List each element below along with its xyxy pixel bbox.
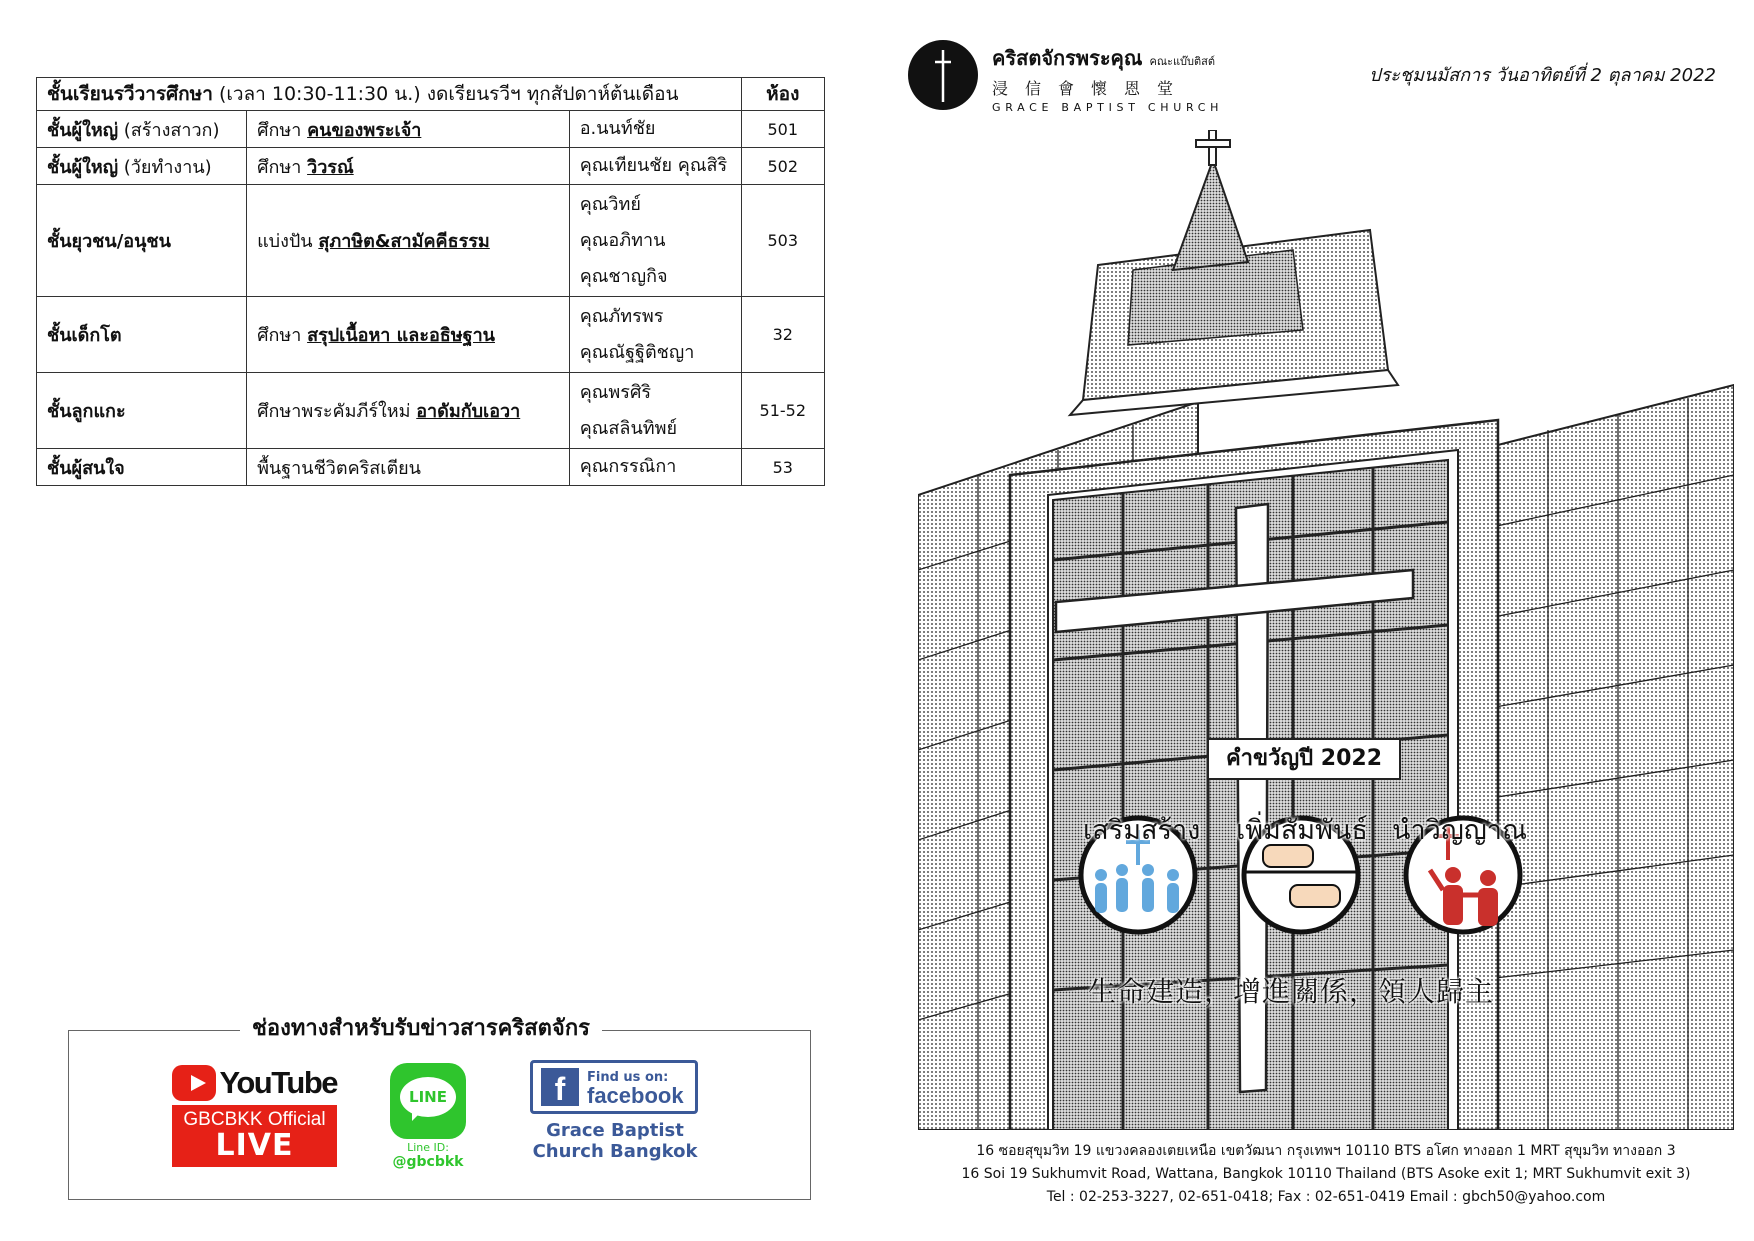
topic-title: วิวรณ์ <box>307 156 354 178</box>
facebook-page-badge[interactable] <box>530 1060 700 1162</box>
address-thai: 16 ซอยสุขุมวิท 19 แขวงคลองเตยเหนือ เขตวัฒนา กรุงเทพฯ 10110 BTS อโศก ทางออก 1 MRT สุขุมวิท ทางออก 3 <box>976 1143 1676 1159</box>
class-name-cell <box>37 111 247 148</box>
line-account-badge[interactable] <box>388 1063 468 1170</box>
youtube-channel-badge[interactable] <box>172 1063 337 1167</box>
teacher-name: คุณชาญกิจ <box>579 265 668 287</box>
topic-title: สรุปเนื้อหา และอธิษฐาน <box>307 325 495 346</box>
line-id-label: Line ID: <box>407 1141 449 1154</box>
teacher-name: คุณสลินทิพย์ <box>579 417 678 439</box>
class-note: (สร้างสาวก) <box>118 119 220 141</box>
motto-chinese: 生命建造，增進關係，領人歸主 <box>1088 975 1495 1008</box>
topic-title: คนของพระเจ้า <box>307 119 422 141</box>
teacher-name: คุณภัทรพร <box>579 305 664 327</box>
class-note: (วัยทำงาน) <box>118 156 212 178</box>
room-header: ห้อง <box>741 78 824 111</box>
table-row <box>37 111 825 148</box>
contact-line: Tel : 02-253-3227, 02-651-0418; Fax : 02-651-0419 Email : gbch50@yahoo.com <box>1046 1189 1606 1205</box>
facebook-wordmark: facebook <box>587 1083 684 1108</box>
motto-word-relationship: เพิ่มสัมพันธ์ <box>1236 815 1368 846</box>
table-row <box>37 373 825 449</box>
class-name: ชั้นยุวชน/อนุชน <box>47 231 171 252</box>
class-name: ชั้นลูกแกะ <box>47 401 126 422</box>
facebook-page-name-line2: Church Bangkok <box>532 1141 698 1162</box>
teacher-name: อ.นนท์ชัย <box>579 118 656 139</box>
topic-prefix: ศึกษา <box>257 119 308 141</box>
room-number: 501 <box>741 111 824 148</box>
social-channels-title: ช่องทางสำหรับรับข่าวสารคริสตจักร <box>240 1010 602 1045</box>
topic-cell <box>247 185 570 297</box>
facebook-find-label: Find us on: <box>587 1070 669 1085</box>
topic-prefix: แบ่งปัน <box>257 231 319 252</box>
schedule-header-title: ชั้นเรียนรวีวารศึกษา <box>47 83 213 105</box>
teachers-cell <box>569 148 741 185</box>
topic-cell <box>247 297 570 373</box>
room-number: 32 <box>741 297 824 373</box>
class-name: ชั้นเด็กโต <box>47 325 122 346</box>
teacher-name: คุณพรศิริ <box>579 381 652 403</box>
church-name-thai: คริสตจักรพระคุณ <box>992 46 1143 70</box>
class-name: ชั้นผู้ใหญ่ <box>47 119 119 141</box>
church-logo-icon <box>908 40 978 110</box>
schedule-body <box>37 111 825 486</box>
address-english: 16 Soi 19 Sukhumvit Road, Wattana, Bangkok 10110 Thailand (BTS Asoke exit 1; MRT Sukhumvit exit 3) <box>961 1166 1691 1182</box>
teacher-name: คุณวิทย์ <box>579 193 641 215</box>
room-number: 503 <box>741 185 824 297</box>
line-handle: @gbcbkk <box>392 1154 464 1170</box>
line-logo-text: LINE <box>409 1088 447 1106</box>
topic-cell <box>247 373 570 449</box>
motto-title: คำขวัญปี 2022 <box>1207 738 1401 780</box>
class-name-cell <box>37 373 247 449</box>
facebook-f-icon: f <box>541 1068 579 1106</box>
class-name-cell <box>37 148 247 185</box>
class-name-cell <box>37 297 247 373</box>
room-number: 51-52 <box>741 373 824 449</box>
table-row <box>37 297 825 373</box>
teachers-cell <box>569 449 741 486</box>
table-row <box>37 148 825 185</box>
room-number: 502 <box>741 148 824 185</box>
teachers-cell <box>569 297 741 373</box>
teacher-name: คุณณัฐฐิติชญา <box>579 341 695 363</box>
topic-prefix: พื้นฐานชีวิตคริสเตียน <box>257 457 421 479</box>
schedule-header <box>37 78 742 111</box>
class-name-cell <box>37 185 247 297</box>
teachers-cell <box>569 111 741 148</box>
class-name: ชั้นผู้สนใจ <box>47 457 125 479</box>
class-schedule-table <box>36 77 825 486</box>
teacher-name: คุณเทียนชัย คุณสิริ <box>579 155 728 176</box>
motto-word-build: เสริมสร้าง <box>1083 815 1201 846</box>
room-number: 53 <box>741 449 824 486</box>
topic-prefix: ศึกษา <box>257 325 308 346</box>
topic-cell <box>247 111 570 148</box>
church-address-footer <box>918 1140 1734 1209</box>
teacher-name: คุณกรรณิกา <box>579 456 677 477</box>
service-date: ประชุมนมัสการ วันอาทิตย์ที่ 2 ตุลาคม 2022 <box>1369 65 1716 86</box>
topic-cell <box>247 449 570 486</box>
topic-title: อาดัมกับเอวา <box>416 401 521 422</box>
motto-word-evangelism: นำวิญญาณ <box>1392 815 1527 846</box>
youtube-play-icon <box>172 1065 216 1101</box>
class-name: ชั้นผู้ใหญ่ <box>47 156 119 178</box>
topic-prefix: ศึกษา <box>257 156 308 178</box>
teachers-cell <box>569 373 741 449</box>
table-row <box>37 449 825 486</box>
table-header-row <box>37 78 825 111</box>
topic-cell <box>247 148 570 185</box>
church-name-block <box>992 42 1223 114</box>
topic-title: สุภาษิต&สามัคคีธรรม <box>318 231 490 252</box>
church-denomination-thai: คณะแบ๊บติสต์ <box>1149 55 1215 68</box>
teacher-name: คุณอภิทาน <box>579 229 666 251</box>
facebook-page-name-line1: Grace Baptist <box>546 1120 684 1141</box>
youtube-channel-name: GBCBKK Official <box>183 1109 326 1130</box>
class-name-cell <box>37 449 247 486</box>
youtube-live-label: LIVE <box>215 1128 294 1163</box>
teachers-cell <box>569 185 741 297</box>
youtube-wordmark: YouTube <box>219 1065 337 1100</box>
church-name-chinese: 浸信會懷恩堂 <box>992 79 1191 98</box>
table-row <box>37 185 825 297</box>
topic-prefix: ศึกษาพระคัมภีร์ใหม่ <box>257 401 417 422</box>
line-app-icon <box>390 1063 466 1139</box>
schedule-header-note: (เวลา 10:30-11:30 น.) งดเรียนรวีฯ ทุกสัปดาห์ต้นเดือน <box>218 83 679 105</box>
church-name-english: GRACE BAPTIST CHURCH <box>992 101 1224 114</box>
